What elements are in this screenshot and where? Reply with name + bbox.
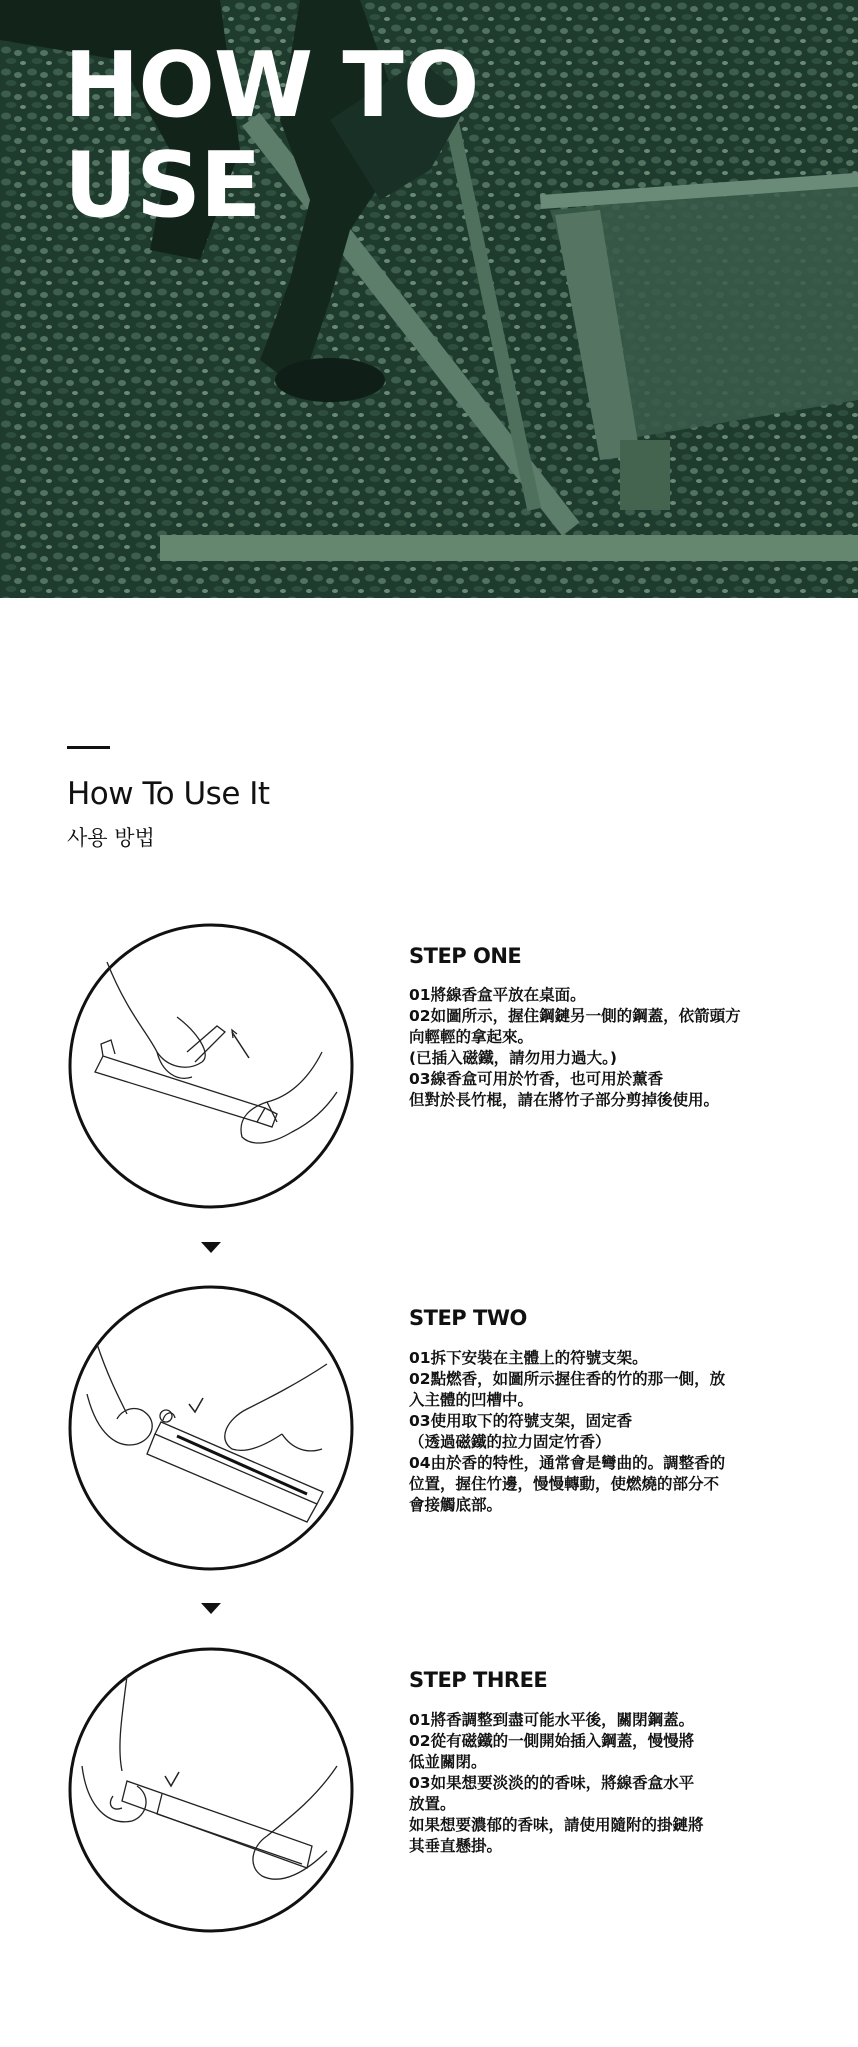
section-divider xyxy=(67,746,110,749)
step-one-title: STEP ONE xyxy=(409,944,522,968)
step-two-line: 01拆下安裝在主體上的符號支架。 xyxy=(409,1349,648,1367)
step-one-line: (已插入磁鐵，請勿用力過大。) xyxy=(409,1049,617,1067)
step-two-line: 02點燃香，如圖所示握住香的竹的那一側，放 xyxy=(409,1370,726,1388)
step-one-line: 02如圖所示，握住鋼鏈另一側的鋼蓋，依箭頭方 xyxy=(409,1007,741,1025)
step-one-line: 03線香盒可用於竹香，也可用於薰香 xyxy=(409,1070,664,1088)
step-three-line: 其垂直懸掛。 xyxy=(409,1837,503,1855)
step-one-line: 向輕輕的拿起來。 xyxy=(409,1028,534,1046)
step-two-line: （透過磁鐵的拉力固定竹香） xyxy=(409,1433,611,1451)
hero-banner xyxy=(0,0,858,598)
step-three-line: 01將香調整到盡可能水平後，關閉鋼蓋。 xyxy=(409,1711,695,1729)
hero-title xyxy=(64,33,479,238)
section-subtitle: 사용 방법 xyxy=(67,826,155,850)
step-three-line: 02從有磁鐵的一側開始插入鋼蓋，慢慢將 xyxy=(409,1732,695,1750)
step-three-title: STEP THREE xyxy=(409,1668,548,1692)
step-two-title: STEP TWO xyxy=(409,1306,527,1330)
step-two-illustration xyxy=(67,1284,355,1572)
step-three-line: 低並關閉。 xyxy=(409,1753,487,1771)
step-one-line: 但對於長竹棍，請在將竹子部分剪掉後使用。 xyxy=(409,1091,720,1109)
down-arrow-icon xyxy=(201,1603,221,1614)
hero-title-line-1: HOW TO xyxy=(64,33,479,138)
step-three-body xyxy=(409,1710,809,1870)
step-three-line: 03如果想要淡淡的的香味，將線香盒水平 xyxy=(409,1774,695,1792)
step-two-line: 03使用取下的符號支架，固定香 xyxy=(409,1412,633,1430)
step-one-body xyxy=(409,985,809,1117)
hero-title-line-2: USE xyxy=(64,133,261,238)
step-two-body xyxy=(409,1348,809,1522)
step-three-line: 放置。 xyxy=(409,1795,456,1813)
step-two-line: 會接觸底部。 xyxy=(409,1496,503,1514)
down-arrow-icon xyxy=(201,1242,221,1253)
step-two-line: 位置，握住竹邊，慢慢轉動，使燃燒的部分不 xyxy=(409,1475,720,1493)
section-title: How To Use It xyxy=(67,776,270,812)
step-one-line: 01將線香盒平放在桌面。 xyxy=(409,986,586,1004)
step-two-line: 入主體的凹槽中。 xyxy=(409,1391,534,1409)
step-three-illustration xyxy=(67,1646,355,1934)
step-three-line: 如果想要濃郁的香味，請使用隨附的掛鏈將 xyxy=(409,1816,704,1834)
step-two-line: 04由於香的特性，通常會是彎曲的。調整香的 xyxy=(409,1454,726,1472)
step-one-illustration xyxy=(67,922,355,1210)
